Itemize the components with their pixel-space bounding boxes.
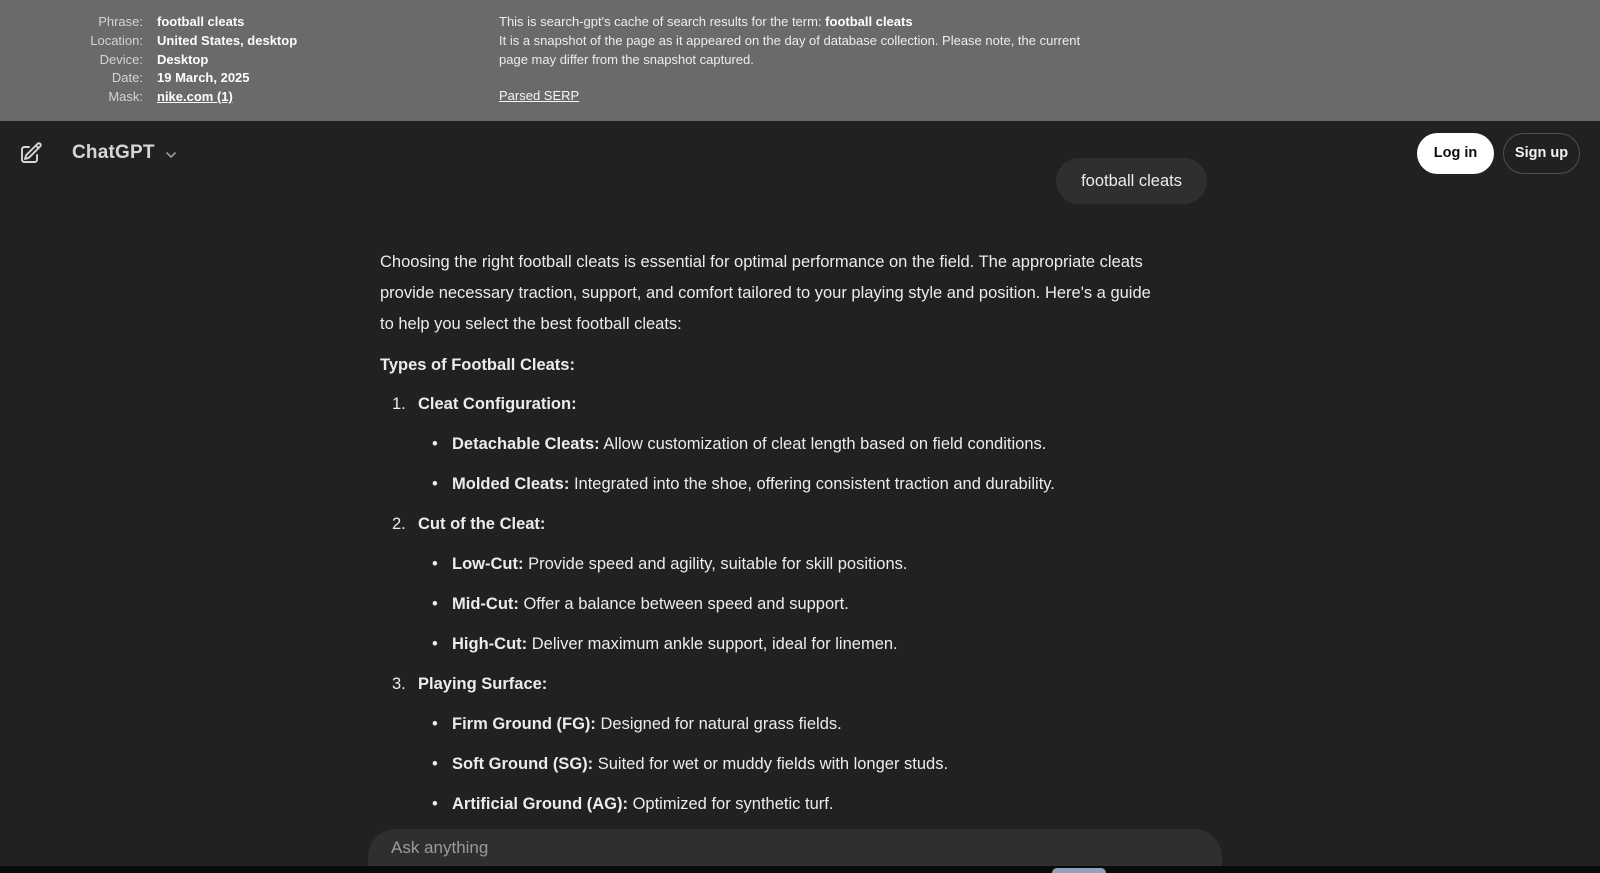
note-body: It is a snapshot of the page as it appeared on the day of database collection. Please note, the current page may differ from the snapshot captured. (499, 32, 1081, 67)
item-title: Cut of the Cleat: (418, 515, 546, 533)
meta-label: Phrase: (98, 14, 143, 29)
brand-title: ChatGPT (72, 142, 155, 163)
bullet-item (380, 789, 1168, 820)
login-button[interactable]: Log in (1417, 133, 1494, 174)
bullet-text (452, 709, 842, 740)
bullet-item (380, 629, 1168, 660)
bullet-item (380, 549, 1168, 580)
numbered-item (380, 509, 1168, 540)
note-term: football cleats (825, 14, 913, 29)
bullet-term: Low-Cut: (452, 555, 524, 573)
intro-paragraph: Choosing the right football cleats is essential for optimal performance on the field. The appropriate cleats provide necessary traction, support, and comfort tailored to your playing style and position. Here's a guide to help you select the best football cleats: (380, 253, 1151, 333)
meta-value: United States, desktop (157, 32, 298, 48)
item-title: Cleat Configuration: (418, 395, 577, 413)
meta-label: Device: (99, 51, 143, 67)
bullet-dot: • (432, 435, 438, 453)
bullet-term: High-Cut: (452, 635, 528, 653)
bullet-dot: • (432, 595, 438, 613)
bullet-text (452, 429, 1046, 460)
meta-row-date (0, 69, 297, 88)
user-message-bubble: football cleats (1056, 158, 1207, 204)
item-number: 3. (392, 675, 406, 693)
bullet-desc: Provide speed and agility, suitable for skill positions. (523, 555, 908, 573)
bullet-term: Molded Cleats: (452, 475, 570, 493)
bottom-edge-strip (0, 866, 1600, 873)
voice-button-sliver[interactable] (1052, 868, 1106, 873)
meta-row-device (0, 51, 297, 70)
bullet-term: Soft Ground (SG): (452, 755, 594, 773)
cache-note (499, 13, 1105, 106)
meta-row-phrase (0, 13, 297, 32)
bullet-dot: • (432, 555, 438, 573)
bullet-text (452, 629, 898, 660)
bullet-dot: • (432, 715, 438, 733)
bullet-item (380, 589, 1168, 620)
numbered-item (380, 389, 1168, 420)
mask-link[interactable]: nike.com (1) (157, 89, 233, 105)
note-line1 (499, 13, 1105, 32)
bullet-text (452, 789, 833, 820)
meta-row-location (0, 32, 297, 51)
bullet-desc: Designed for natural grass fields. (595, 715, 842, 733)
composer-placeholder: Ask anything (391, 838, 489, 857)
assistant-message (380, 247, 1168, 829)
meta-value: 19 March, 2025 (157, 70, 250, 86)
meta-label: Date: (111, 70, 143, 86)
meta-label: Location: (90, 32, 143, 48)
item-number: 2. (392, 515, 406, 533)
item-title: Playing Surface: (418, 675, 548, 693)
bullet-item (380, 469, 1168, 500)
bullet-dot: • (432, 475, 438, 493)
bullet-text (452, 589, 849, 620)
meta-value: football cleats (157, 14, 245, 29)
note-prefix: This is search-gpt's cache of search results for the term: (499, 14, 826, 29)
bullet-text (452, 549, 907, 580)
signup-button[interactable]: Sign up (1503, 133, 1580, 174)
bullet-desc: Optimized for synthetic turf. (628, 795, 834, 813)
bullet-dot: • (432, 795, 438, 813)
bullet-item (380, 429, 1168, 460)
new-chat-button[interactable] (14, 136, 48, 170)
compose-icon (19, 141, 43, 165)
bullet-dot: • (432, 755, 438, 773)
bullet-term: Detachable Cleats: (452, 435, 600, 453)
bullet-term: Firm Ground (FG): (452, 715, 596, 733)
bullet-item (380, 709, 1168, 740)
bullet-desc: Suited for wet or muddy fields with longer studs. (593, 755, 949, 773)
bullet-term: Mid-Cut: (452, 595, 519, 613)
parsed-serp-link[interactable]: Parsed SERP (499, 88, 580, 104)
item-number: 1. (392, 395, 406, 413)
numbered-item (380, 669, 1168, 700)
bullet-desc: Deliver maximum ankle support, ideal for linemen. (527, 635, 898, 653)
model-switcher[interactable] (72, 142, 179, 164)
chevron-down-icon (163, 147, 179, 163)
meta-value: Desktop (157, 51, 209, 67)
bullet-desc: Integrated into the shoe, offering consistent traction and durability. (569, 475, 1055, 493)
bullet-term: Artificial Ground (AG): (452, 795, 628, 813)
bullet-dot: • (432, 635, 438, 653)
bullet-text (452, 469, 1055, 500)
cache-header (0, 0, 1600, 121)
bullet-desc: Allow customization of cleat length based on field conditions. (599, 435, 1047, 453)
cache-meta (0, 13, 297, 107)
bullet-desc: Offer a balance between speed and support. (518, 595, 849, 613)
meta-label: Mask: (108, 89, 143, 105)
bullet-item (380, 749, 1168, 780)
section-heading: Types of Football Cleats: (380, 356, 575, 374)
bullet-text (452, 749, 948, 780)
meta-row-mask (0, 88, 297, 107)
chat-area (0, 121, 1600, 873)
chat-topbar (0, 121, 1600, 185)
